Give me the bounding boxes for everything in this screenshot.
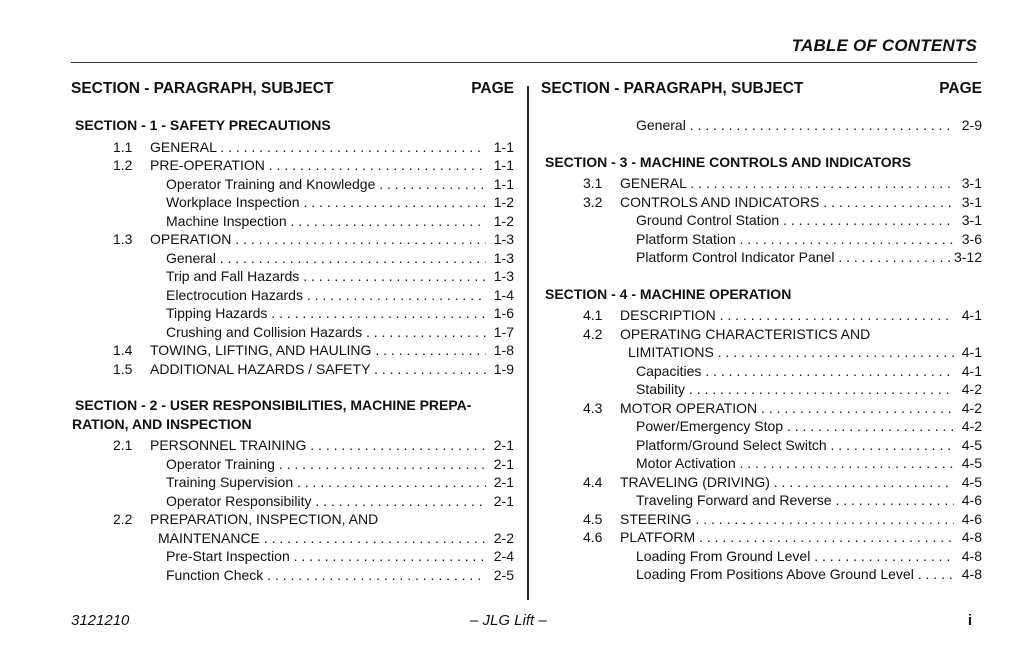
toc-entry-page: 1-2	[493, 194, 514, 210]
toc-section	[71, 116, 514, 378]
continued-entries	[541, 116, 982, 135]
toc-entry-title: Trip and Fall Hazards . . .	[166, 267, 486, 286]
toc-entry-title: PLATFORM . . .	[620, 528, 954, 547]
column-header	[71, 80, 514, 102]
toc-entry-page: 1-3	[493, 231, 514, 247]
toc-entry-page: 3-1	[961, 175, 982, 191]
toc-entry[interactable]	[541, 230, 982, 249]
left-toc-body	[71, 116, 514, 584]
toc-entry-page: 1-6	[493, 305, 514, 321]
toc-entry[interactable]	[541, 193, 982, 212]
toc-entry[interactable]	[71, 492, 514, 511]
toc-entry-title: Crushing and Collision Hazards . . .	[166, 323, 486, 342]
toc-entry[interactable]	[71, 566, 514, 585]
toc-entry-title: STEERING . . .	[620, 510, 954, 529]
toc-entry-title: GENERAL . . .	[620, 174, 954, 193]
page-title: TABLE OF CONTENTS	[791, 36, 977, 55]
toc-entry-title: Pre-Start Inspection . . .	[166, 547, 486, 566]
toc-entry[interactable]	[541, 174, 982, 193]
toc-entry-page: 4-8	[961, 566, 982, 582]
toc-entry[interactable]	[541, 399, 982, 418]
toc-entry-title: Operator Responsibility . . .	[166, 492, 486, 511]
toc-entry-title: TOWING, LIFTING, AND HAULING . . .	[150, 341, 486, 360]
column-header-page: PAGE	[939, 80, 982, 97]
section-title[interactable]: SECTION - 2 - USER RESPONSIBILITIES, MACHINE PREPA-	[75, 397, 472, 413]
toc-entry[interactable]	[541, 325, 982, 344]
toc-entry-page: 4-8	[961, 529, 982, 545]
toc-entry[interactable]	[541, 528, 982, 547]
toc-entry[interactable]	[541, 306, 982, 325]
section-title[interactable]: SECTION - 3 - MACHINE CONTROLS AND INDICATORS	[545, 153, 912, 170]
section-title[interactable]: SECTION - 4 - MACHINE OPERATION	[545, 285, 792, 302]
toc-entry-number: 4.4	[583, 473, 603, 490]
toc-entry-number: 1.5	[113, 360, 133, 377]
toc-entry-title: Operator Training and Knowledge . . .	[166, 175, 486, 194]
toc-entry-number: 2.1	[113, 437, 133, 453]
toc-entry-title: Power/Emergency Stop . . .	[636, 417, 954, 436]
toc-entry[interactable]	[541, 491, 982, 510]
toc-entry[interactable]	[71, 341, 514, 360]
toc-entry-number: 1.2	[113, 157, 133, 173]
toc-entry[interactable]	[71, 175, 514, 194]
toc-entry-page: 4-5	[961, 436, 982, 453]
toc-entry-page: 1-4	[493, 286, 514, 303]
toc-entry-page: 1-3	[493, 249, 514, 266]
footer-page-number: i	[967, 612, 972, 629]
toc-entry[interactable]	[71, 304, 514, 323]
right-toc-body	[541, 116, 982, 584]
toc-entry[interactable]	[71, 436, 514, 455]
toc-entry[interactable]	[71, 212, 514, 231]
toc-entry-page: 3-6	[961, 230, 982, 247]
toc-entry[interactable]	[71, 156, 514, 175]
toc-entry-title: General . . .	[636, 116, 954, 135]
toc-entry-title: OPERATING CHARACTERISTICS AND	[620, 325, 871, 342]
toc-entry-title: TRAVELING (DRIVING) . . .	[620, 473, 954, 492]
toc-section	[71, 396, 514, 584]
toc-entry-title: Stability . . .	[636, 380, 954, 399]
section-title[interactable]: SECTION - 1 - SAFETY PRECAUTIONS	[75, 117, 331, 133]
toc-entry[interactable]	[541, 248, 982, 267]
toc-entry-title: Capacities . . .	[636, 362, 954, 381]
toc-entry-page: 4-5	[961, 473, 982, 490]
toc-entry-number: 3.2	[583, 193, 603, 210]
toc-entry-title: Ground Control Station . . .	[636, 211, 954, 230]
toc-entry-page: 2-1	[493, 437, 514, 453]
toc-entry-title: PERSONNEL TRAINING . . .	[150, 436, 486, 455]
toc-entry-page: 2-1	[493, 492, 514, 509]
toc-entry-number: 4.6	[583, 529, 603, 545]
toc-entry[interactable]	[541, 473, 982, 492]
toc-entry-title: Traveling Forward and Reverse . . .	[636, 491, 954, 510]
section-title-continued[interactable]: RATION, AND INSPECTION	[72, 415, 252, 432]
toc-entry-title: Function Check . . .	[166, 566, 486, 585]
toc-entry[interactable]	[71, 249, 514, 268]
toc-entry[interactable]	[541, 547, 982, 566]
toc-entry[interactable]	[71, 138, 514, 157]
toc-entry[interactable]	[541, 417, 982, 436]
toc-entry-title: GENERAL . . .	[150, 138, 486, 157]
toc-entry-title: Training Supervision . . .	[166, 473, 486, 492]
toc-entry-page: 1-7	[493, 323, 514, 340]
toc-entry[interactable]	[71, 193, 514, 212]
toc-entry[interactable]	[71, 510, 514, 529]
toc-entry-title: LIMITATIONS . . .	[628, 343, 954, 362]
toc-entry[interactable]	[71, 267, 514, 286]
toc-entry-number: 4.2	[583, 325, 603, 342]
toc-entry-page: 1-1	[493, 157, 514, 173]
toc-entry-page: 4-8	[961, 547, 982, 564]
toc-entry-number: 4.5	[583, 510, 603, 527]
toc-entry-page: 3-1	[961, 193, 982, 210]
toc-entry-page: 2-1	[493, 474, 514, 490]
toc-entry[interactable]	[71, 286, 514, 305]
toc-entry-page: 4-2	[961, 381, 982, 397]
toc-entry-number: 1.3	[113, 231, 133, 247]
toc-entry-title: Motor Activation . . .	[636, 454, 954, 473]
footer-doc-number: 3121210	[71, 612, 130, 629]
toc-entry-page: 4-1	[961, 307, 982, 323]
toc-entry[interactable]	[71, 529, 514, 548]
toc-entry-title: ADDITIONAL HAZARDS / SAFETY . . .	[150, 360, 486, 379]
toc-entry-title: MOTOR OPERATION . . .	[620, 399, 954, 418]
column-divider	[527, 86, 529, 600]
toc-entry-title: Electrocution Hazards . . .	[166, 286, 486, 305]
toc-entry-number: 1.1	[113, 138, 133, 155]
toc-entry-page: 2-2	[493, 529, 514, 546]
toc-entry[interactable]	[541, 565, 982, 584]
left-column	[71, 80, 514, 584]
toc-entry-page: 2-5	[493, 566, 514, 583]
toc-entry-title: Loading From Ground Level . . .	[636, 547, 954, 566]
toc-entry-page: 4-1	[961, 344, 982, 360]
toc-entry-page: 2-1	[493, 455, 514, 472]
toc-entry-title: Tipping Hazards . . .	[166, 304, 486, 323]
toc-entry-title: OPERATION . . .	[150, 230, 486, 249]
toc-entry-title: CONTROLS AND INDICATORS . . .	[620, 193, 954, 212]
toc-entry[interactable]	[541, 454, 982, 473]
toc-entry-title: Operator Training . . .	[166, 455, 486, 474]
toc-entry-number: 4.3	[583, 399, 603, 416]
toc-entry-page: 1-2	[493, 212, 514, 229]
toc-entry[interactable]	[71, 323, 514, 342]
column-header-page: PAGE	[471, 80, 514, 97]
top-rule	[71, 62, 977, 63]
toc-entry-page: 1-9	[493, 360, 514, 377]
toc-entry-title: Platform/Ground Select Switch . . .	[636, 436, 954, 455]
column-header	[541, 80, 982, 102]
toc-entry[interactable]	[71, 547, 514, 566]
column-header-label: SECTION - PARAGRAPH, SUBJECT	[541, 80, 804, 97]
toc-entry-title: Loading From Positions Above Ground Level . . .	[636, 565, 954, 584]
toc-entry[interactable]	[71, 473, 514, 492]
toc-entry[interactable]	[541, 362, 982, 381]
toc-entry-page: 4-1	[961, 362, 982, 379]
toc-entry-title: MAINTENANCE . . .	[158, 529, 486, 548]
toc-section	[541, 285, 982, 584]
toc-entry-number: 2.2	[113, 511, 133, 527]
toc-entry[interactable]	[541, 343, 982, 362]
toc-entry-page: 4-6	[961, 510, 982, 527]
right-column	[541, 80, 982, 584]
toc-entry[interactable]	[541, 436, 982, 455]
toc-entry[interactable]	[71, 230, 514, 249]
toc-entry-title: DESCRIPTION . . .	[620, 306, 954, 325]
toc-entry-page: 2-9	[961, 117, 982, 133]
toc-entry-page: 1-3	[493, 268, 514, 284]
toc-section	[541, 153, 982, 267]
toc-entry-title: General . . .	[166, 249, 486, 268]
toc-entry-page: 1-8	[493, 342, 514, 358]
toc-entry-number: 1.4	[113, 342, 133, 358]
toc-entry-page: 4-2	[961, 418, 982, 434]
toc-entry-title: PREPARATION, INSPECTION, AND	[150, 511, 379, 527]
toc-entry-page: 4-2	[961, 399, 982, 416]
toc-entry-title: Workplace Inspection . . .	[166, 193, 486, 212]
toc-entry-page: 1-1	[493, 175, 514, 192]
toc-entry-page: 3-12	[953, 249, 982, 265]
toc-entry-page: 2-4	[493, 548, 514, 564]
toc-entry-number: 3.1	[583, 175, 603, 191]
toc-entry-title: Machine Inspection . . .	[166, 212, 486, 231]
toc-entry[interactable]	[541, 510, 982, 529]
toc-entry[interactable]	[541, 116, 982, 135]
toc-entry[interactable]	[541, 211, 982, 230]
toc-entry[interactable]	[71, 360, 514, 379]
toc-entry-page: 4-5	[961, 455, 982, 471]
toc-entry[interactable]	[71, 455, 514, 474]
toc-entry[interactable]	[541, 380, 982, 399]
toc-entry-title: PRE-OPERATION . . .	[150, 156, 486, 175]
toc-entry-page: 1-1	[493, 138, 514, 155]
toc-entry-title: Platform Station . . .	[636, 230, 954, 249]
toc-entry-page: 3-1	[961, 212, 982, 228]
toc-entry-page: 4-6	[961, 492, 982, 508]
footer-center-text: – JLG Lift –	[470, 612, 547, 629]
toc-entry-title: Platform Control Indicator Panel . . .	[636, 248, 954, 267]
column-header-label: SECTION - PARAGRAPH, SUBJECT	[71, 80, 334, 97]
toc-entry-number: 4.1	[583, 307, 603, 323]
